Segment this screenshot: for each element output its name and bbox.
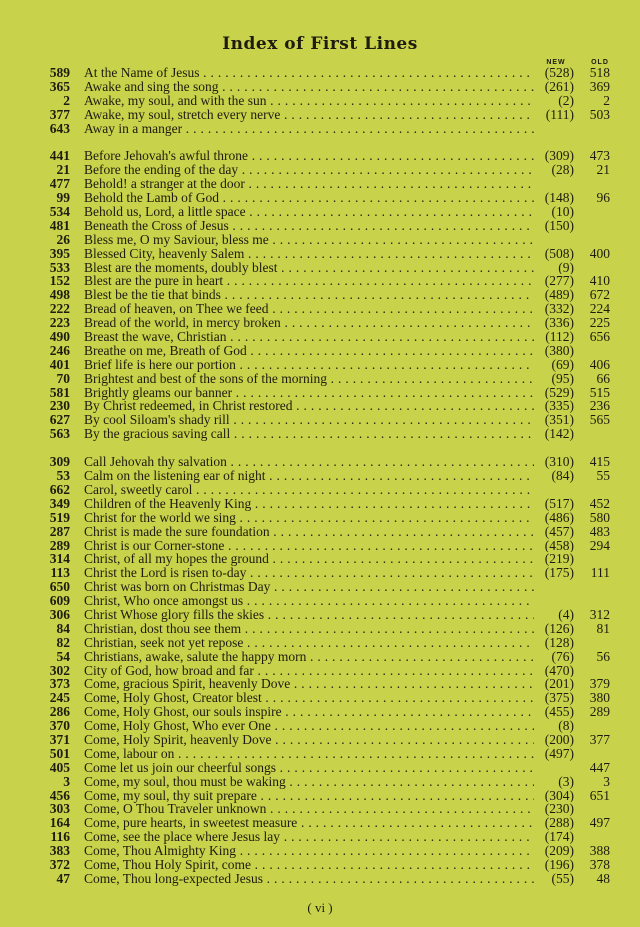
- new-number: (10): [534, 205, 574, 219]
- new-number: (69): [534, 358, 574, 372]
- new-number: (304): [534, 789, 574, 803]
- hymn-number: 309: [49, 454, 70, 470]
- old-number: 400: [589, 245, 610, 261]
- index-entry: [0, 191, 640, 205]
- new-number: (458): [534, 539, 574, 553]
- hymn-number: 113: [50, 565, 70, 581]
- hymn-number: 650: [49, 579, 70, 595]
- new-number: (489): [534, 288, 574, 302]
- new-number: (112): [534, 330, 574, 344]
- index-entry: [0, 816, 640, 830]
- new-number: (517): [534, 497, 574, 511]
- new-number: (142): [534, 427, 574, 441]
- hymn-number: 477: [49, 176, 70, 192]
- new-number: (309): [534, 149, 574, 163]
- old-number: 415: [589, 454, 610, 470]
- hymn-number: 589: [49, 65, 70, 80]
- index-entry: [0, 344, 640, 358]
- first-line: Bread of the world, in mercy broken . . .: [84, 316, 534, 330]
- hymn-number: 53: [56, 468, 70, 484]
- old-number: 377: [589, 731, 610, 747]
- new-number: (209): [534, 844, 574, 858]
- hymn-number: 581: [49, 384, 70, 400]
- first-line: Children of the Heavenly King . . .: [84, 497, 534, 511]
- hymn-number: 286: [49, 704, 70, 720]
- first-line: Blest are the moments, doubly blest . . .: [84, 261, 534, 275]
- index-entry: [0, 497, 640, 511]
- index-entry: [0, 483, 640, 497]
- hymn-number: 441: [49, 148, 70, 164]
- hymn-number: 662: [49, 481, 70, 497]
- first-line: Beneath the Cross of Jesus . . .: [84, 219, 534, 233]
- hymn-number: 371: [49, 731, 70, 747]
- old-number: 66: [596, 370, 610, 386]
- old-number: 236: [589, 398, 610, 414]
- first-line: Come, Thou Holy Spirit, come . . .: [84, 858, 534, 872]
- first-line: Brief life is here our portion . . .: [84, 358, 534, 372]
- first-line: Blest are the pure in heart . . .: [84, 274, 534, 288]
- old-number: 452: [589, 495, 610, 511]
- index-entry: [0, 580, 640, 594]
- old-number: 656: [589, 329, 610, 345]
- new-number: (380): [534, 344, 574, 358]
- index-entry: [0, 261, 640, 275]
- index-entry: [0, 594, 640, 608]
- first-line: Christian, seek not yet repose . . .: [84, 636, 534, 650]
- new-number: (150): [534, 219, 574, 233]
- hymn-number: 84: [56, 620, 70, 636]
- first-line: Christ, of all my hopes the ground . . .: [84, 552, 534, 566]
- index-entry: [0, 122, 640, 136]
- new-number: (336): [534, 316, 574, 330]
- first-lines-index: [0, 66, 640, 886]
- first-line: Come, Thou Almighty King . . .: [84, 844, 534, 858]
- hymn-number: 245: [49, 690, 70, 706]
- old-number: 55: [596, 468, 610, 484]
- hymn-number: 99: [56, 190, 70, 206]
- first-line: At the Name of Jesus . . .: [84, 66, 534, 80]
- index-entry: [0, 274, 640, 288]
- index-entry: [0, 205, 640, 219]
- index-entry: [0, 455, 640, 469]
- index-entry: [0, 691, 640, 705]
- first-line: Come let us join our cheerful songs . . .: [84, 761, 534, 775]
- first-line: Come, Thou long-expected Jesus . . .: [84, 872, 534, 886]
- old-number: 447: [589, 759, 610, 775]
- index-entry: [0, 288, 640, 302]
- old-number: 21: [596, 162, 610, 178]
- first-line: Bread of heaven, on Thee we feed . . .: [84, 302, 534, 316]
- hymn-number: 372: [49, 856, 70, 872]
- old-number: 289: [589, 704, 610, 720]
- old-number: 497: [589, 815, 610, 831]
- old-number: 515: [589, 384, 610, 400]
- index-entry: [0, 469, 640, 483]
- first-line: By cool Siloam's shady rill . . .: [84, 413, 534, 427]
- hymn-number: 82: [56, 634, 70, 650]
- new-number: (332): [534, 302, 574, 316]
- new-number: (288): [534, 816, 574, 830]
- new-number: (497): [534, 747, 574, 761]
- index-entry: [0, 830, 640, 844]
- hymn-number: 302: [49, 662, 70, 678]
- index-entry: [0, 705, 640, 719]
- new-number: (175): [534, 566, 574, 580]
- new-number: (84): [534, 469, 574, 483]
- index-entry: [0, 622, 640, 636]
- index-entry: [0, 872, 640, 886]
- new-number: (375): [534, 691, 574, 705]
- index-entry: [0, 733, 640, 747]
- first-line: Breathe on me, Breath of God . . .: [84, 344, 534, 358]
- old-number: 651: [589, 787, 610, 803]
- hymn-number: 395: [49, 245, 70, 261]
- index-entry: [0, 650, 640, 664]
- hymn-number: 373: [49, 676, 70, 692]
- index-entry: [0, 413, 640, 427]
- first-line: Before the ending of the day . . .: [84, 163, 534, 177]
- page-title: Index of First Lines: [222, 34, 418, 54]
- old-number: 388: [589, 843, 610, 859]
- new-number: (3): [534, 775, 574, 789]
- index-entry: [0, 163, 640, 177]
- hymn-number: 501: [49, 745, 70, 761]
- first-line: Christ the Lord is risen to-day . . .: [84, 566, 534, 580]
- old-number: 225: [589, 315, 610, 331]
- first-line: Breast the wave, Christian . . .: [84, 330, 534, 344]
- new-number: (335): [534, 399, 574, 413]
- old-number: 473: [589, 148, 610, 164]
- index-entry: [0, 858, 640, 872]
- first-line: Brightly gleams our banner . . .: [84, 386, 534, 400]
- hymn-number: 70: [56, 370, 70, 386]
- hymn-number: 627: [49, 412, 70, 428]
- hymn-number: 490: [49, 329, 70, 345]
- new-number: (277): [534, 274, 574, 288]
- first-line: Blessed City, heavenly Salem . . .: [84, 247, 534, 261]
- hymn-number: 116: [50, 829, 70, 845]
- old-number: 410: [589, 273, 610, 289]
- first-line: Come, Holy Ghost, Creator blest . . .: [84, 691, 534, 705]
- old-number: 2: [603, 92, 610, 108]
- index-entry: [0, 566, 640, 580]
- hymn-number: 164: [49, 815, 70, 831]
- new-number: (28): [534, 163, 574, 177]
- index-entry: [0, 358, 640, 372]
- old-number: 224: [589, 301, 610, 317]
- new-number: (148): [534, 191, 574, 205]
- index-entry: [0, 552, 640, 566]
- first-line: Come, pure hearts, in sweetest measure . . .: [84, 816, 534, 830]
- first-line: Come, Holy Ghost, Who ever One . . .: [84, 719, 534, 733]
- hymn-number: 47: [56, 870, 70, 886]
- first-line: Behold! a stranger at the door . . .: [84, 177, 534, 191]
- first-line: Bless me, O my Saviour, bless me . . .: [84, 233, 534, 247]
- index-entry: [0, 677, 640, 691]
- new-number: (55): [534, 872, 574, 886]
- new-number: (486): [534, 511, 574, 525]
- new-number: (455): [534, 705, 574, 719]
- new-number: (4): [534, 608, 574, 622]
- index-entry: [0, 802, 640, 816]
- hymn-number: 289: [49, 537, 70, 553]
- hymn-number: 563: [49, 426, 70, 442]
- index-entry: [0, 664, 640, 678]
- old-number: 379: [589, 676, 610, 692]
- first-line: Come, Holy Spirit, heavenly Dove . . .: [84, 733, 534, 747]
- index-entry: [0, 539, 640, 553]
- first-line: Come, see the place where Jesus lay . . .: [84, 830, 534, 844]
- index-entry: [0, 511, 640, 525]
- new-number: (508): [534, 247, 574, 261]
- first-line: Christ was born on Christmas Day . . .: [84, 580, 534, 594]
- new-number: (111): [534, 108, 574, 122]
- first-line: Before Jehovah's awful throne . . .: [84, 149, 534, 163]
- new-number: (8): [534, 719, 574, 733]
- hymn-number: 405: [49, 759, 70, 775]
- index-entry: [0, 372, 640, 386]
- first-line: Awake, my soul, stretch every nerve . . .: [84, 108, 534, 122]
- first-line: Christ is our Corner-stone . . .: [84, 539, 534, 553]
- new-number: (470): [534, 664, 574, 678]
- column-header-new: NEW: [546, 59, 566, 66]
- new-number: (9): [534, 261, 574, 275]
- hymn-number: 481: [49, 217, 70, 233]
- index-entry: [0, 219, 640, 233]
- first-line: Christ Whose glory fills the skies . . .: [84, 608, 534, 622]
- new-number: (200): [534, 733, 574, 747]
- old-number: 369: [589, 78, 610, 94]
- first-line: City of God, how broad and far . . .: [84, 664, 534, 678]
- index-entry: [0, 525, 640, 539]
- first-line: Carol, sweetly carol . . .: [84, 483, 534, 497]
- old-number: 483: [589, 523, 610, 539]
- hymn-number: 534: [49, 204, 70, 220]
- hymn-number: 533: [49, 259, 70, 275]
- hymn-number: 54: [56, 648, 70, 664]
- hymn-number: 230: [49, 398, 70, 414]
- first-line: Behold us, Lord, a little space . . .: [84, 205, 534, 219]
- old-number: 81: [596, 620, 610, 636]
- first-line: Come, O Thou Traveler unknown . . .: [84, 802, 534, 816]
- index-entry: [0, 80, 640, 94]
- index-entry: [0, 108, 640, 122]
- new-number: (351): [534, 413, 574, 427]
- first-line: Come, gracious Spirit, heavenly Dove . . .: [84, 677, 534, 691]
- old-number: 503: [589, 106, 610, 122]
- hymn-number: 152: [49, 273, 70, 289]
- new-number: (196): [534, 858, 574, 872]
- old-number: 580: [589, 509, 610, 525]
- hymn-number: 643: [49, 120, 70, 136]
- index-entry: [0, 719, 640, 733]
- first-line: Come, labour on . . .: [84, 747, 534, 761]
- first-line: Call Jehovah thy salvation . . .: [84, 455, 534, 469]
- first-line: Calm on the listening ear of night . . .: [84, 469, 534, 483]
- hymn-number: 303: [49, 801, 70, 817]
- hymn-number: 3: [63, 773, 70, 789]
- index-entry: [0, 844, 640, 858]
- old-number: 48: [596, 870, 610, 886]
- new-number: (201): [534, 677, 574, 691]
- new-number: (126): [534, 622, 574, 636]
- index-entry: [0, 316, 640, 330]
- index-entry: [0, 636, 640, 650]
- index-entry: [0, 427, 640, 441]
- hymn-number: 377: [49, 106, 70, 122]
- index-entry: [0, 608, 640, 622]
- new-number: (76): [534, 650, 574, 664]
- index-entry: [0, 789, 640, 803]
- old-number: 294: [589, 537, 610, 553]
- new-number: (529): [534, 386, 574, 400]
- hymn-number: 498: [49, 287, 70, 303]
- first-line: Brightest and best of the sons of the morning . . .: [84, 372, 534, 386]
- index-entry: [0, 149, 640, 163]
- old-number: 3: [603, 773, 610, 789]
- new-number: (261): [534, 80, 574, 94]
- new-number: (95): [534, 372, 574, 386]
- new-number: (2): [534, 94, 574, 108]
- index-entry: [0, 94, 640, 108]
- first-line: Away in a manger . . .: [84, 122, 534, 136]
- index-entry: [0, 302, 640, 316]
- old-number: 380: [589, 690, 610, 706]
- hymn-number: 21: [56, 162, 70, 178]
- page-number: ( vi ): [307, 900, 333, 915]
- new-number: (457): [534, 525, 574, 539]
- new-number: (230): [534, 802, 574, 816]
- first-line: Blest be the tie that binds . . .: [84, 288, 534, 302]
- index-entry: [0, 747, 640, 761]
- new-number: (174): [534, 830, 574, 844]
- index-entry: [0, 399, 640, 413]
- index-entry: [0, 386, 640, 400]
- first-line: Christ, Who once amongst us . . .: [84, 594, 534, 608]
- first-line: Come, my soul, thou must be waking . . .: [84, 775, 534, 789]
- hymn-number: 314: [49, 551, 70, 567]
- hymn-number: 370: [49, 718, 70, 734]
- old-number: 672: [589, 287, 610, 303]
- old-number: 312: [589, 606, 610, 622]
- new-number: (310): [534, 455, 574, 469]
- new-number: (219): [534, 552, 574, 566]
- hymn-number: 223: [49, 315, 70, 331]
- hymn-number: 349: [49, 495, 70, 511]
- first-line: Come, Holy Ghost, our souls inspire . . .: [84, 705, 534, 719]
- first-line: By the gracious saving call . . .: [84, 427, 534, 441]
- hymn-number: 306: [49, 606, 70, 622]
- first-line: Awake and sing the song . . .: [84, 80, 534, 94]
- hymn-number: 26: [56, 231, 70, 247]
- first-line: Come, my soul, thy suit prepare . . .: [84, 789, 534, 803]
- first-line: Behold the Lamb of God . . .: [84, 191, 534, 205]
- hymn-number: 2: [63, 92, 70, 108]
- new-number: (128): [534, 636, 574, 650]
- index-entry: [0, 775, 640, 789]
- old-number: 56: [596, 648, 610, 664]
- index-entry: [0, 761, 640, 775]
- old-number: 518: [589, 65, 610, 80]
- hymn-number: 287: [49, 523, 70, 539]
- first-line: Christ for the world we sing . . .: [84, 511, 534, 525]
- old-number: 96: [596, 190, 610, 206]
- index-entry: [0, 247, 640, 261]
- hymn-number: 609: [49, 593, 70, 609]
- index-entry: [0, 177, 640, 191]
- index-entry: [0, 330, 640, 344]
- first-line: Christ is made the sure foundation . . .: [84, 525, 534, 539]
- index-entry: [0, 233, 640, 247]
- old-number: 378: [589, 856, 610, 872]
- first-line: By Christ redeemed, in Christ restored . . .: [84, 399, 534, 413]
- column-header-old: OLD: [591, 59, 609, 66]
- hymn-number: 222: [49, 301, 70, 317]
- hymn-number: 246: [49, 342, 70, 358]
- first-line: Christian, dost thou see them . . .: [84, 622, 534, 636]
- index-entry: [0, 66, 640, 80]
- old-number: 406: [589, 356, 610, 372]
- old-number: 565: [589, 412, 610, 428]
- hymn-number: 401: [49, 356, 70, 372]
- hymn-number: 519: [49, 509, 70, 525]
- hymn-number: 456: [49, 787, 70, 803]
- first-line: Awake, my soul, and with the sun . . .: [84, 94, 534, 108]
- new-number: (528): [534, 66, 574, 80]
- first-line: Christians, awake, salute the happy morn . . .: [84, 650, 534, 664]
- hymn-number: 383: [49, 843, 70, 859]
- hymn-number: 365: [49, 78, 70, 94]
- old-number: 111: [590, 565, 610, 581]
